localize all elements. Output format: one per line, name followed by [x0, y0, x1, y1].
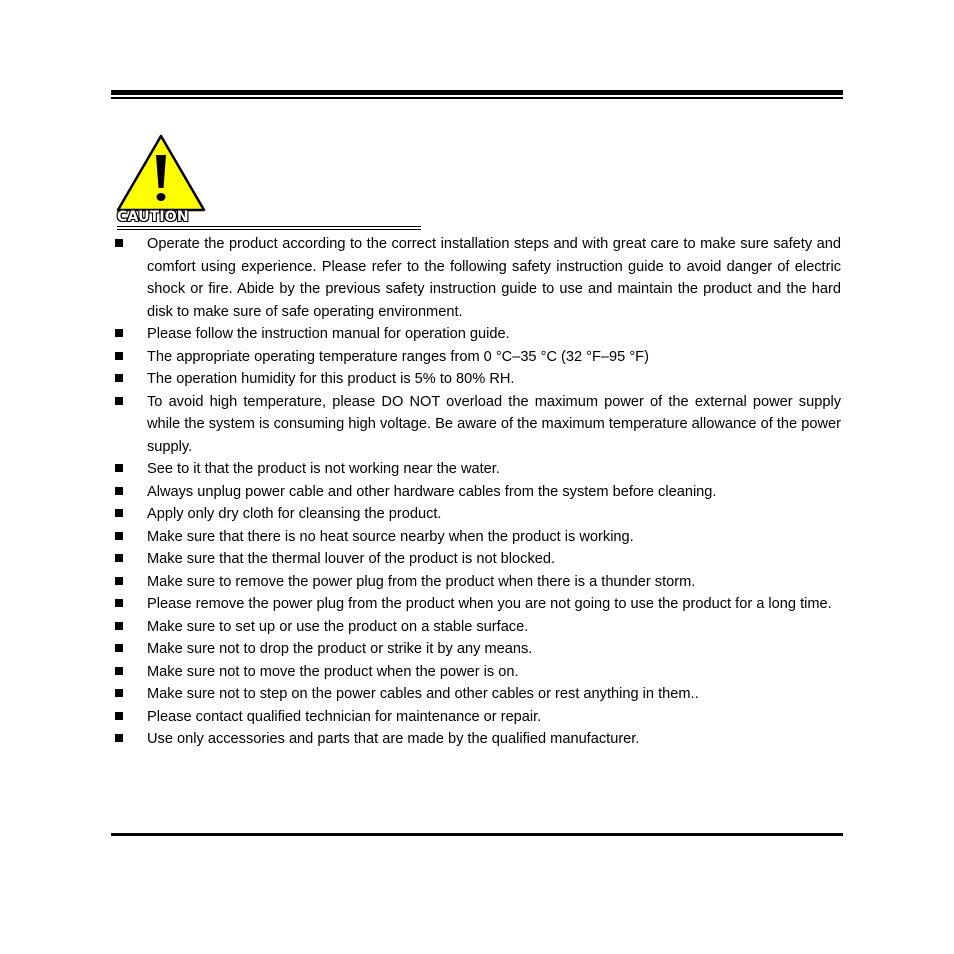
square-bullet-icon [115, 532, 123, 540]
square-bullet-icon [115, 667, 123, 675]
list-item [111, 616, 841, 639]
square-bullet-icon [115, 239, 123, 247]
square-bullet-icon [115, 487, 123, 495]
safety-instruction-list [111, 233, 841, 751]
list-item-text: Always unplug power cable and other hardware cables from the system before cleaning. [147, 483, 717, 500]
square-bullet-icon [115, 554, 123, 562]
list-item [111, 571, 841, 594]
list-item-text: Please remove the power plug from the product when you are not going to use the product for a long time. [147, 596, 832, 612]
list-item-text: To avoid high temperature, please DO NOT overload the maximum power of the external power supply while the system is consuming high voltage. Be aware of the maximum temperature allowance of the power supply. [147, 393, 841, 455]
list-item [111, 526, 841, 549]
square-bullet-icon [115, 329, 123, 337]
square-bullet-icon [115, 689, 123, 697]
list-item-text: Please contact qualified technician for maintenance or repair. [147, 708, 542, 725]
list-item-text: Use only accessories and parts that are made by the qualified manufacturer. [147, 731, 640, 747]
square-bullet-icon [115, 712, 123, 720]
square-bullet-icon [115, 622, 123, 630]
list-item-text: Make sure that there is no heat source nearby when the product is working. [147, 528, 634, 545]
square-bullet-icon [115, 464, 123, 472]
list-item [111, 458, 841, 481]
list-item-text: Apply only dry cloth for cleansing the product. [147, 506, 442, 522]
square-bullet-icon [115, 599, 123, 607]
footer-rule [111, 833, 843, 836]
list-item [111, 233, 841, 323]
list-item [111, 503, 841, 526]
list-item [111, 728, 841, 751]
list-item-text: Make sure to remove the power plug from the product when there is a thunder storm. [147, 573, 696, 590]
list-item [111, 346, 841, 369]
square-bullet-icon [115, 509, 123, 517]
square-bullet-icon [115, 374, 123, 382]
list-item [111, 638, 841, 661]
list-item [111, 593, 841, 616]
list-item-text: Make sure not to drop the product or strike it by any means. [147, 641, 533, 657]
list-item-text: Make sure to set up or use the product on a stable surface. [147, 618, 529, 635]
header-rule-thick [111, 90, 843, 95]
caution-underline [117, 226, 421, 227]
warning-triangle-icon [115, 133, 207, 213]
square-bullet-icon [115, 577, 123, 585]
caution-label: CAUTION [117, 209, 189, 225]
square-bullet-icon [115, 352, 123, 360]
list-item [111, 548, 841, 571]
header-rule-thin [111, 97, 843, 99]
square-bullet-icon [115, 734, 123, 742]
list-item [111, 368, 841, 391]
list-item [111, 391, 841, 459]
list-item-text: Make sure that the thermal louver of the product is not blocked. [147, 551, 556, 567]
square-bullet-icon [115, 397, 123, 405]
list-item-text: The operation humidity for this product is 5% to 80% RH. [147, 371, 515, 387]
list-item-text: Make sure not to step on the power cables and other cables or rest anything in them.. [147, 686, 699, 702]
list-item-text: Please follow the instruction manual for operation guide. [147, 326, 510, 342]
list-item [111, 706, 841, 729]
list-item-text: See to it that the product is not working near the water. [147, 461, 500, 477]
list-item-text: Make sure not to move the product when the power is on. [147, 663, 519, 680]
square-bullet-icon [115, 644, 123, 652]
caution-underline-secondary [117, 229, 421, 230]
list-item-text: Operate the product according to the correct installation steps and with great care to make sure safety and comfort using experience. Please refer to the following safety instruction guide to avoid danger of electric shock or fire. Abide by the previous safety instruction guide to use and maintain the product and the hard disk to make sure of safe operating environment. [147, 236, 841, 320]
list-item [111, 661, 841, 684]
list-item [111, 323, 841, 346]
list-item-text: The appropriate operating temperature ranges from 0 °C–35 °C (32 °F–95 °F) [147, 348, 649, 365]
list-item [111, 481, 841, 504]
list-item [111, 683, 841, 706]
